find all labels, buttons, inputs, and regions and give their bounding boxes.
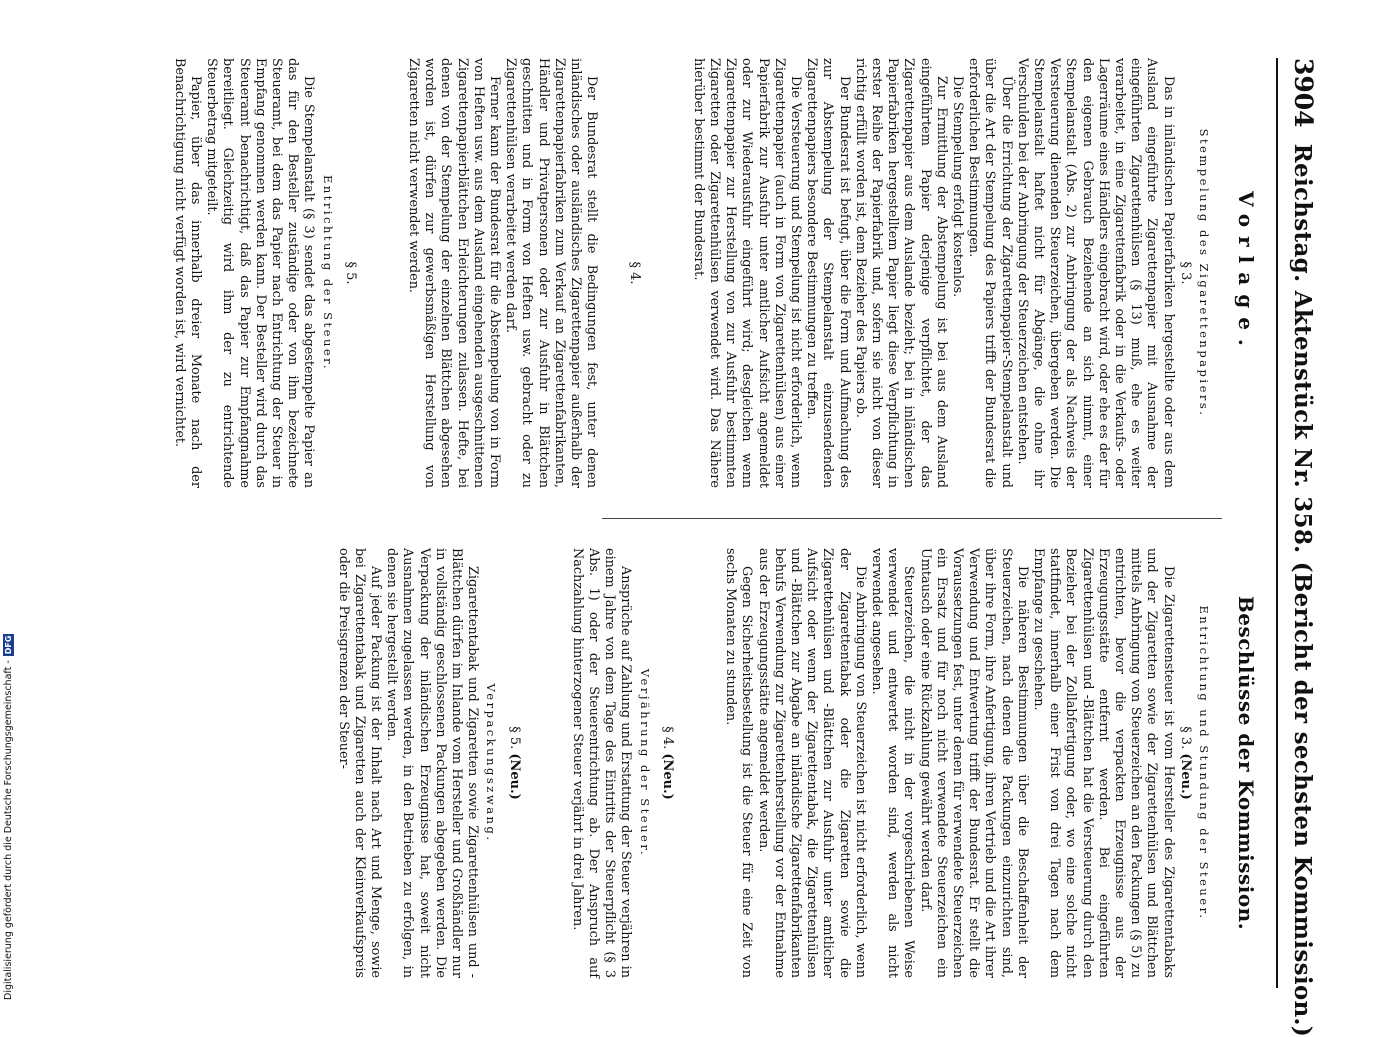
body-paragraph: Gegen Sicherheitsbestellung ist die Steuer für eine Zeit von sechs Monaten zu stunden. bbox=[723, 548, 755, 978]
column-divider bbox=[602, 518, 1222, 519]
right-column-title: Beschlüsse der Kommission. bbox=[1234, 595, 1258, 931]
digitization-credit bbox=[2, 610, 12, 1000]
running-head: Reichstag. Aktenstück Nr. 358. (Bericht der sechsten Kommission.) bbox=[1289, 143, 1316, 1037]
body-paragraph: Zigarettentabak und Zigaretten sowie Zigarettenhülsen und -Blättchen dürfen im Inlande vom Hersteller und Großhändler nur in vollständig geschlossenen Packungen abgegeben werden. Die Verpackung der inländischen Erzeugnisse hat, soweit nicht Ausnahmen zugelassen werden, in den Betrieben zu erfolgen, in denen sie hergestellt werden. bbox=[384, 548, 481, 978]
body-paragraph: Die Versteuerung und Stempelung ist nicht erforderlich, wenn Zigarettenpapier (auch in Form von Zigarettenhülsen) aus einer Papierfabrik zur Ausfuhr unter amtlicher Aufsicht angemeldet oder zur Wiederausfuhr eingeführt wird; desgleichen wenn Zigarettenpapier zur Herstellung von zur Ausfuhr bestimmten Zigaretten oder Zigarettenhülsen verwendet wird. Das Nähere hierüber bestimmt der Bundesrat. bbox=[690, 58, 803, 488]
paragraph-number: § 3. bbox=[1177, 261, 1193, 285]
body-paragraph: Zur Ermittlung der Abstempelung ist bei aus dem Ausland eingeführtem Papier derjenige verpflichtet, der das Zigarettenpapier aus dem Auslande bezieht; bei in inländischen Papierfabriken hergestelltem Papier liegt diese Verpflichtung in erster Reihe der Papierfabrik und, sofern sie nicht von dieser richtig erfüllt worden ist, dem Bezieher des Papiers ob. bbox=[852, 58, 949, 488]
paragraph-number-label: § 4. bbox=[659, 726, 675, 750]
body-paragraph: Der Bundesrat ist befugt, über die Form und Aufmachung des zur Abstempelung der Stempelanstalt einzusendenden Zigarettenpapiers besondere Bestimmungen zu treffen. bbox=[804, 58, 852, 488]
paragraph-number-label: § 5. bbox=[506, 726, 522, 750]
section-title: Entrichtung und Stundung der Steuer. bbox=[1197, 605, 1211, 921]
body-paragraph: Die Zigarettensteuer ist vom Hersteller des Zigarettentabaks und der Zigaretten sowie der Zigarettenhülsen und Blättchen mittels Anbringung von Steuerzeichen an den Packungen (§ 5) zu entrichten, bevor die verpackten Erzeugnisse aus der Erzeugungsstätte entfernt werden. Bei eingeführten Zigarettenhülsen und -Blättchen hat die Versteuerung durch den Bezieher bei der Zollabfertigung oder, wo eine solche nicht stattfindet, innerhalb einer Frist von drei Tagen nach dem Empfange zu geschehen. bbox=[1030, 548, 1176, 978]
right-column bbox=[334, 548, 1218, 978]
paragraph-number-label: § 3. bbox=[1177, 726, 1193, 750]
body-paragraph: Die Stempelanstalt (§ 3) sendet das abgestempelte Papier an das für den Besteller zuständige oder von ihm bezeichnete Steueramt, bei dem das Papier nach Entrichtung der Steuer in Empfang genommen werden kann. Der Besteller wird durch das Steueramt benachrichtigt, daß das Papier zur Empfangnahme bereitliegt. Gleichzeitig wird ihm der zu entrichtende Steuerbetrag mitgeteilt. bbox=[204, 58, 317, 488]
body-paragraph: Papier, über das innerhalb dreier Monate nach der Benachrichtigung nicht verfügt worden ist, wird vernichtet. bbox=[171, 58, 204, 488]
section-title: Entrichtung der Steuer. bbox=[320, 174, 335, 372]
body-paragraph: Auf jeder Packung ist der Inhalt nach Art und Menge, sowie bei Zigarettentabak und Zigaretten auch der Kleinverkaufspreis oder die Preisgrenzen der Steuer- bbox=[335, 548, 384, 978]
left-column-title: Vorlage. bbox=[1234, 191, 1258, 355]
body-paragraph: Die Anbringung von Steuerzeichen ist nicht erforderlich, wenn der Zigarettentabak oder die Zigaretten sowie die Zigarettenhülsen und -Blättchen zur Ausfuhr unter amtlicher Aufsicht oder wenn der Zigarettentabak, die Zigarettenhülsen und -Blättchen zur Abgabe an inländische Zigarettenfabrikanten behufs Verwendung zur Zigarettenherstellung vor der Entnahme aus der Erzeugungsstätte angemeldet werden. bbox=[755, 548, 868, 978]
dfg-logo-icon: DFG bbox=[3, 635, 13, 655]
body-paragraph: Ansprüche auf Zahlung und Erstattung der Steuer verjähren in einem Jahre von dem Tage des Eintritts der Steuerpflicht (§ 3 Abs. 1) oder der Steuerentrichtung ab. Der Anspruch auf Nachzahlung hinterzogener Steuer verjährt in drei Jahren. bbox=[569, 548, 634, 978]
new-tag: (Neu.) bbox=[659, 753, 675, 800]
body-paragraph: Über die Errichtung der Zigarettenpapier-Stempelanstalt und über die Art der Stempelung des Papiers trifft der Bundesrat die erforderlichen Bestimmungen. bbox=[966, 58, 1014, 488]
paragraph-number bbox=[505, 548, 521, 978]
section-title: Verpackungszwang. bbox=[484, 683, 499, 843]
paragraph-number: § 5. bbox=[342, 261, 358, 285]
column-titles bbox=[1224, 58, 1276, 988]
body-paragraph: Steuerzeichen, die nicht in der vorgeschriebenen Weise verwendet und entwertet worden sind, werden als nicht verwendet angesehen. bbox=[868, 548, 917, 978]
section-title: Verjährung der Steuer. bbox=[637, 668, 652, 858]
section-title: Stempelung des Zigarettenpapiers. bbox=[1197, 128, 1211, 418]
body-paragraph: Die Stempelung erfolgt kostenlos. bbox=[949, 76, 965, 298]
body-paragraph: Das in inländischen Papierfabriken hergestellte oder aus dem Ausland eingeführte Zigarettenpapier mit Ausnahme der eingeführten Zigarettenhülsen (§ 13) muß, ehe es weiter verarbeitet, in eine Zigarettenfabrik oder in die Verkaufs- oder Lagerräume eines Händlers eingebracht wird, oder ehe es der für den eigenen Gebrauch Beziehende an sich nimmt, einer Stempelanstalt (Abs. 2) zur Anbringung der als Nachweis der Versteuerung dienenden Steuerzeichen, übergeben werden. Die Stempelanstalt haftet nicht für Abgänge, die ohne ihr Verschulden bei der Anbringung der Steuerzeichen entstehen. bbox=[1014, 58, 1176, 488]
document-page bbox=[38, 58, 1318, 1037]
left-column bbox=[171, 58, 1218, 488]
credit-text: Digitalisierung gefördert durch die Deutsche Forschungsgemeinschaft - bbox=[2, 660, 14, 1000]
new-tag: (Neu.) bbox=[506, 753, 522, 800]
paragraph-number bbox=[1177, 548, 1193, 978]
body-paragraph: Die näheren Bestimmungen über die Beschaffenheit der Steuerzeichen, nach denen die Packungen einzurichten sind, über ihre Form, ihre Anfertigung, ihren Vertrieb und die Art ihrer Verwendung und Entwertung trifft der Bundesrat. Er stellt die Voraussetzungen fest, unter denen für verwendete Steuerzeichen ein Ersatz und für noch nicht verwendete Steuerzeichen ein Umtausch oder eine Rückzahlung gewährt werden darf. bbox=[917, 548, 1030, 978]
paragraph-number bbox=[659, 548, 675, 978]
new-tag: (Neu.) bbox=[1177, 753, 1193, 800]
body-paragraph: Der Bundesrat stellt die Bedingungen fest, unter denen inländisches oder ausländisches Zigarettenpapier außerhalb der Zigarettenpapierfabriken zum Verkauf an Zigarettenfabrikanten, Händler und Privatpersonen oder zur Ausfuhr in Blättchen geschnitten und in Form von Heften usw. gebracht oder zu Zigarettenhülsen verarbeitet werden darf. bbox=[503, 58, 600, 488]
page-header bbox=[1276, 58, 1318, 1037]
body-paragraph: Ferner kann der Bundesrat für die Abstempelung von in Form von Heften usw. aus dem Ausland eingehenden ausgeschnittenen Zigarettenpapierblättchen Erleichterungen zulassen. Hefte, bei denen von der Stempelung der einzelnen Blättchen abgesehen worden ist, dürfen zur gewerbsmäßigen Herstellung von Zigaretten nicht verwendet werden. bbox=[406, 58, 503, 488]
page-number: 3904 bbox=[1289, 58, 1318, 128]
paragraph-number: § 4. bbox=[627, 261, 643, 285]
